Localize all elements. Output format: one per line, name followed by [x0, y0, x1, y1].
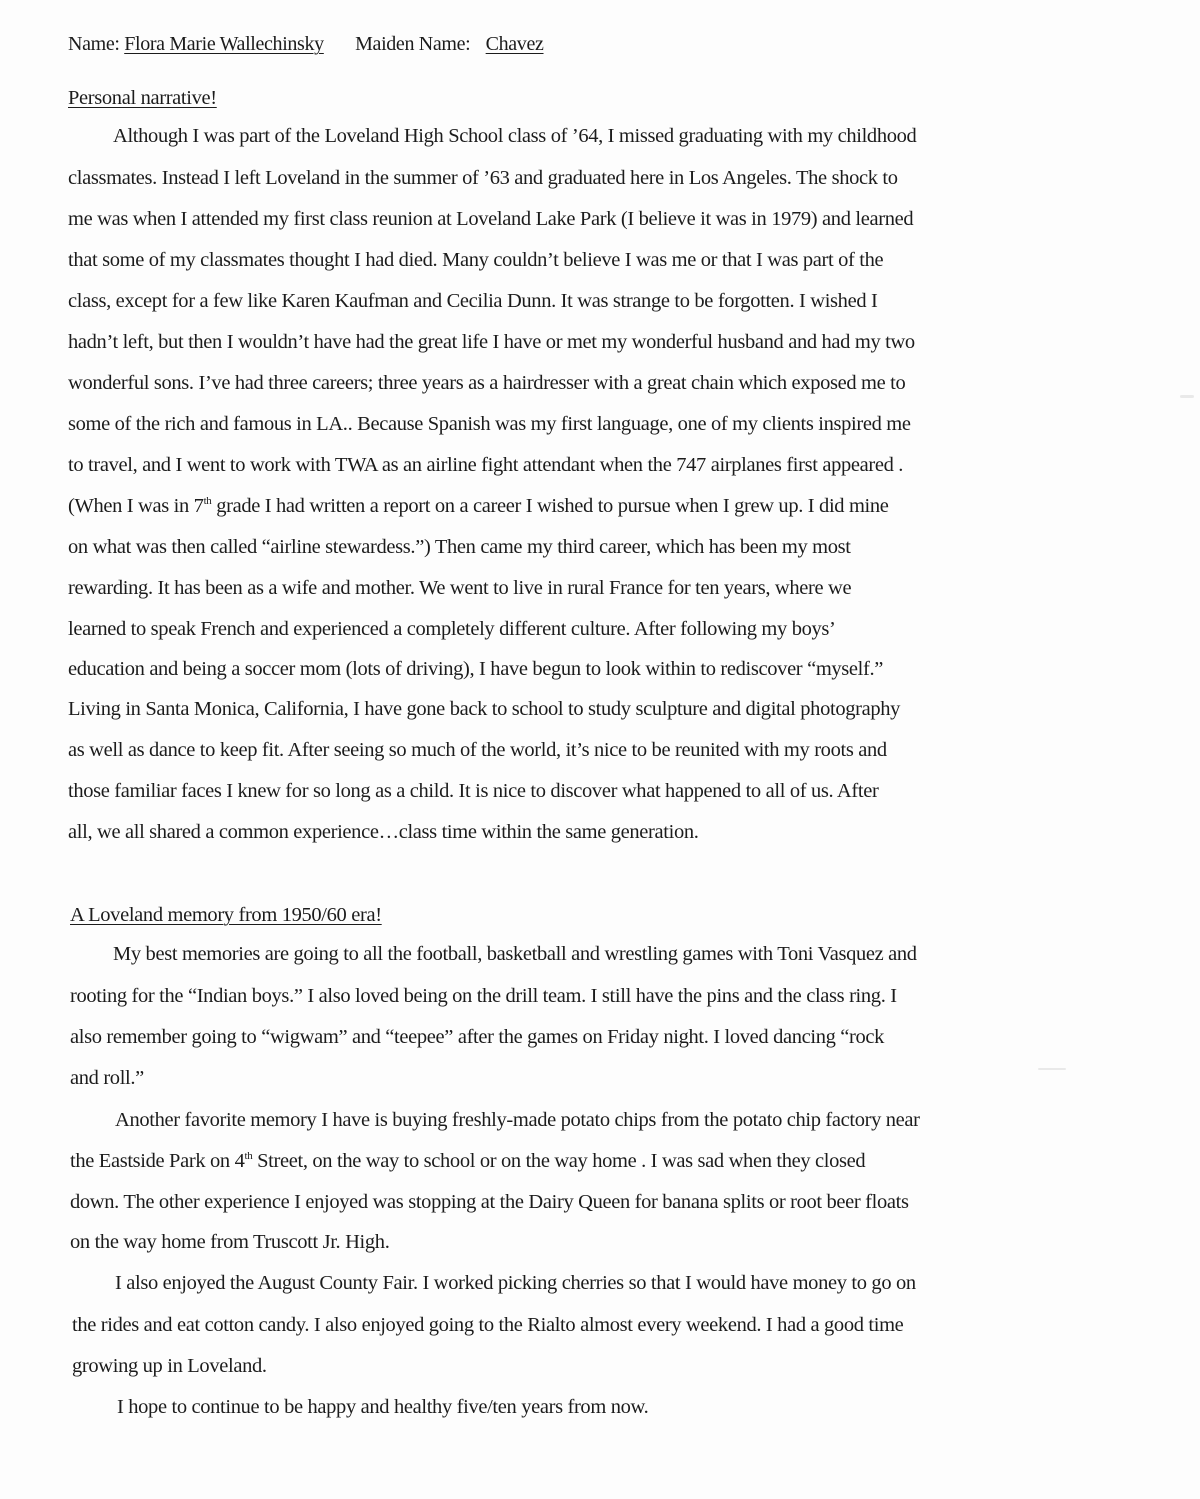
- text-line: as well as dance to keep fit. After seeing so much of the world, it’s nice to be reunited with my roots and: [68, 739, 887, 761]
- text-line: Another favorite memory I have is buying freshly-made potato chips from the potato chip factory near: [115, 1109, 920, 1131]
- scan-artifact: [1180, 395, 1194, 398]
- text-line: classmates. Instead I left Loveland in the summer of ’63 and graduated here in Los Angeles. The shock to: [68, 167, 898, 189]
- text-line: also remember going to “wigwam” and “teepee” after the games on Friday night. I loved dancing “rock: [70, 1026, 885, 1048]
- text-line: rooting for the “Indian boys.” I also loved being on the drill team. I still have the pins and the class ring. I: [70, 985, 897, 1007]
- text-line: down. The other experience I enjoyed was stopping at the Dairy Queen for banana splits or root beer floats: [70, 1191, 909, 1213]
- text-line: on the way home from Truscott Jr. High.: [70, 1231, 390, 1253]
- text-line: wonderful sons. I’ve had three careers; three years as a hairdresser with a great chain which exposed me to: [68, 372, 906, 394]
- text-line: Although I was part of the Loveland High School class of ’64, I missed graduating with my childhood: [113, 125, 917, 147]
- name-value: Flora Marie Wallechinsky: [124, 33, 324, 55]
- text-line: all, we all shared a common experience…class time within the same generation.: [68, 821, 699, 843]
- text-line: rewarding. It has been as a wife and mother. We went to live in rural France for ten years, where we: [68, 577, 852, 599]
- maiden-name-label: Maiden Name:: [355, 33, 471, 55]
- name-label: Name:: [68, 33, 120, 55]
- maiden-name-value: Chavez: [485, 33, 544, 55]
- text-line: to travel, and I went to work with TWA as an airline fight attendant when the 747 airplanes first appeared .: [68, 454, 904, 476]
- scan-artifact: [1038, 1068, 1066, 1070]
- text-line: I also enjoyed the August County Fair. I worked picking cherries so that I would have money to go on: [115, 1272, 916, 1294]
- text-line: (When I was in 7th grade I had written a report on a career I wished to pursue when I grew up. I did mine: [68, 495, 889, 517]
- text-line: the Eastside Park on 4th Street, on the way to school or on the way home . I was sad when they closed: [70, 1150, 866, 1172]
- text-line: class, except for a few like Karen Kaufman and Cecilia Dunn. It was strange to be forgotten. I wished I: [68, 290, 878, 312]
- text-line: learned to speak French and experienced a completely different culture. After following my boys’: [68, 618, 836, 640]
- text-line: hadn’t left, but then I wouldn’t have had the great life I have or met my wonderful husband and had my two: [68, 331, 915, 353]
- name-header: [68, 32, 544, 56]
- loveland-memory-heading: A Loveland memory from 1950/60 era!: [70, 904, 382, 926]
- text-line: and roll.”: [70, 1067, 144, 1089]
- text-line: the rides and eat cotton candy. I also enjoyed going to the Rialto almost every weekend. I had a good time: [72, 1314, 904, 1336]
- text-line: those familiar faces I knew for so long as a child. It is nice to discover what happened to all of us. After: [68, 780, 879, 802]
- text-line: Living in Santa Monica, California, I have gone back to school to study sculpture and digital photography: [68, 698, 901, 720]
- text-line: some of the rich and famous in LA.. Because Spanish was my first language, one of my clients inspired me: [68, 413, 911, 435]
- text-line: on what was then called “airline stewardess.”) Then came my third career, which has been my most: [68, 536, 851, 558]
- text-line: me was when I attended my first class reunion at Loveland Lake Park (I believe it was in 1979) and learned: [68, 208, 914, 230]
- text-line: that some of my classmates thought I had died. Many couldn’t believe I was me or that I was part of the: [68, 249, 884, 271]
- personal-narrative-heading: Personal narrative!: [68, 87, 217, 109]
- text-line: I hope to continue to be happy and healthy five/ten years from now.: [117, 1396, 649, 1418]
- text-line: growing up in Loveland.: [72, 1355, 267, 1377]
- text-line: education and being a soccer mom (lots of driving), I have begun to look within to rediscover “myself.”: [68, 658, 884, 680]
- text-line: My best memories are going to all the football, basketball and wrestling games with Toni Vasquez and: [113, 943, 917, 965]
